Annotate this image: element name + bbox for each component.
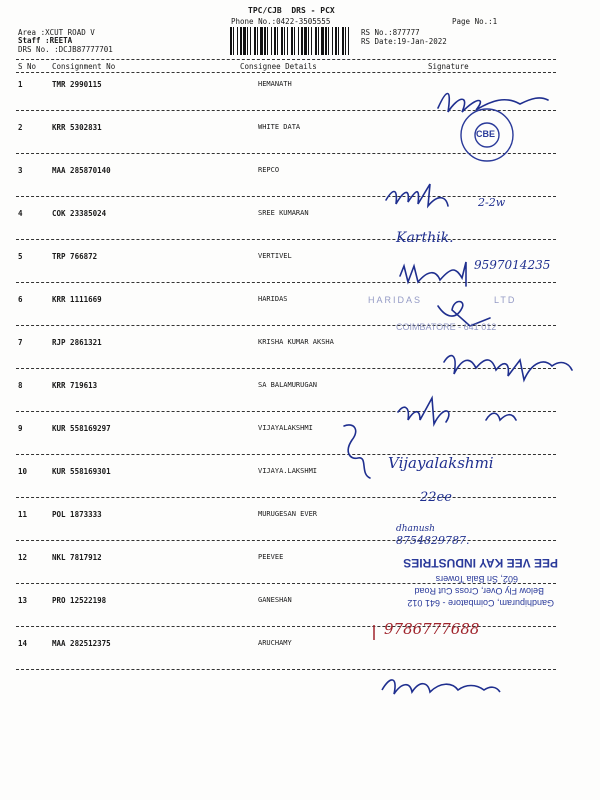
row-consignee: HARIDAS — [258, 295, 288, 303]
haridas-stamp-name: HARIDAS LTD — [368, 295, 517, 305]
row-consignment-no: PRO 12522198 — [52, 596, 107, 605]
row-consignment-no: KUR 558169297 — [52, 424, 111, 433]
row-consignment-no: KRR 719613 — [52, 381, 98, 390]
row-consignee: REPCO — [258, 166, 280, 174]
row-consignment-no: NKL 7817912 — [52, 553, 102, 562]
row-sno: 14 — [18, 639, 28, 648]
row-sno: 2 — [18, 123, 23, 132]
peevee-stamp — [366, 546, 566, 610]
handwriting-sig3b: 2-2w — [478, 196, 506, 209]
row-consignment-no: MAA 285870140 — [52, 166, 111, 175]
row-sno: 13 — [18, 596, 28, 605]
area-label: Area :XCUT ROAD V — [18, 28, 95, 37]
signature-repco — [386, 184, 448, 206]
handwriting-sig10: 22ee — [420, 490, 452, 505]
row-consignee: GANESHAN — [258, 596, 292, 604]
handwriting-phone-5: 9597014235 — [474, 258, 551, 272]
row-sno: 12 — [18, 553, 28, 562]
row-consignee: SA BALAMURUGAN — [258, 381, 318, 389]
row-consignment-no: KRR 1111669 — [52, 295, 102, 304]
seal-text: CBE — [476, 129, 496, 139]
signature-krisha — [444, 356, 572, 380]
col-signature: Signature — [428, 62, 469, 71]
row-consignment-no: TRP 766872 — [52, 252, 98, 261]
row-consignee: HEMANATH — [258, 80, 292, 88]
row-consignment-no: COK 23385024 — [52, 209, 107, 218]
row-consignee: VIJAYA.LAKSHMI — [258, 467, 318, 475]
col-sno: S No — [18, 62, 37, 71]
drs-number: DRS No. :DCJB87777701 — [18, 45, 113, 54]
page-number: Page No.:1 — [452, 17, 498, 26]
header-title: TPC/CJB DRS - PCX — [248, 6, 335, 15]
col-consignee: Consignee Details — [240, 62, 317, 71]
staff-label: Staff :REETA — [18, 36, 73, 45]
row-consignment-no: POL 1873333 — [52, 510, 102, 519]
row-consignment-no: TMR 2990115 — [52, 80, 102, 89]
row-consignment-no: MAA 282512375 — [52, 639, 111, 648]
peevee-stamp-name: PEE VEE KAY INDUSTRIES — [403, 556, 558, 570]
row-consignee: PEEVEE — [258, 553, 284, 561]
row-consignment-no: KUR 558169301 — [52, 467, 111, 476]
row-consignee: VIJAYALAKSHMI — [258, 424, 313, 432]
peevee-stamp-addr3: Gandhipuram, Coimbatore - 641 012 — [407, 598, 554, 608]
row-sno: 10 — [18, 467, 28, 476]
row-consignment-no: RJP 2861321 — [52, 338, 102, 347]
signature-balamurugan — [398, 398, 516, 424]
row-sno: 11 — [18, 510, 28, 519]
rs-number: RS No.:877777 — [361, 28, 420, 37]
row-sno: 6 — [18, 295, 23, 304]
row-consignee: KRISHA KUMAR AKSHA — [258, 338, 334, 346]
signature-vertivel — [400, 262, 466, 286]
phone-number: Phone No.:0422-3505555 — [231, 17, 331, 26]
row-sno: 5 — [18, 252, 23, 261]
col-consignment: Consignment No — [52, 62, 116, 71]
haridas-stamp-city: COIMBATORE - 641 012 — [396, 322, 497, 332]
peevee-stamp-addr2: 602, Sri Bala Towers — [435, 574, 518, 584]
handwriting-phone-11: 8754829787. — [396, 534, 470, 547]
row-sno: 4 — [18, 209, 23, 218]
row-consignment-no: KRR 5302831 — [52, 123, 102, 132]
signature-aruchamy — [382, 680, 500, 694]
handwriting-phone-13: 9786777688 — [384, 620, 480, 638]
row-sno: 9 — [18, 424, 23, 433]
handwriting-dhanush: dhanush — [396, 524, 435, 534]
row-consignee: SREE KUMARAN — [258, 209, 309, 217]
row-sno: 3 — [18, 166, 23, 175]
row-sno: 7 — [18, 338, 23, 347]
rs-date: RS Date:19-Jan-2022 — [361, 37, 447, 46]
row-sno: 8 — [18, 381, 23, 390]
row-consignee: ARUCHAMY — [258, 639, 292, 647]
peevee-stamp-addr1: Below Fly Over, Cross Cut Road — [414, 586, 544, 596]
handwriting-karthik: Karthik. — [396, 230, 454, 246]
row-sno: 1 — [18, 80, 23, 89]
signature-vijayalakshmi-scribble — [344, 425, 370, 478]
row-consignee: MURUGESAN EVER — [258, 510, 318, 518]
row-consignee: VERTIVEL — [258, 252, 292, 260]
row-consignee: WHITE DATA — [258, 123, 301, 131]
handwriting-vijayalakshmi: Vijayalakshmi — [388, 454, 494, 472]
